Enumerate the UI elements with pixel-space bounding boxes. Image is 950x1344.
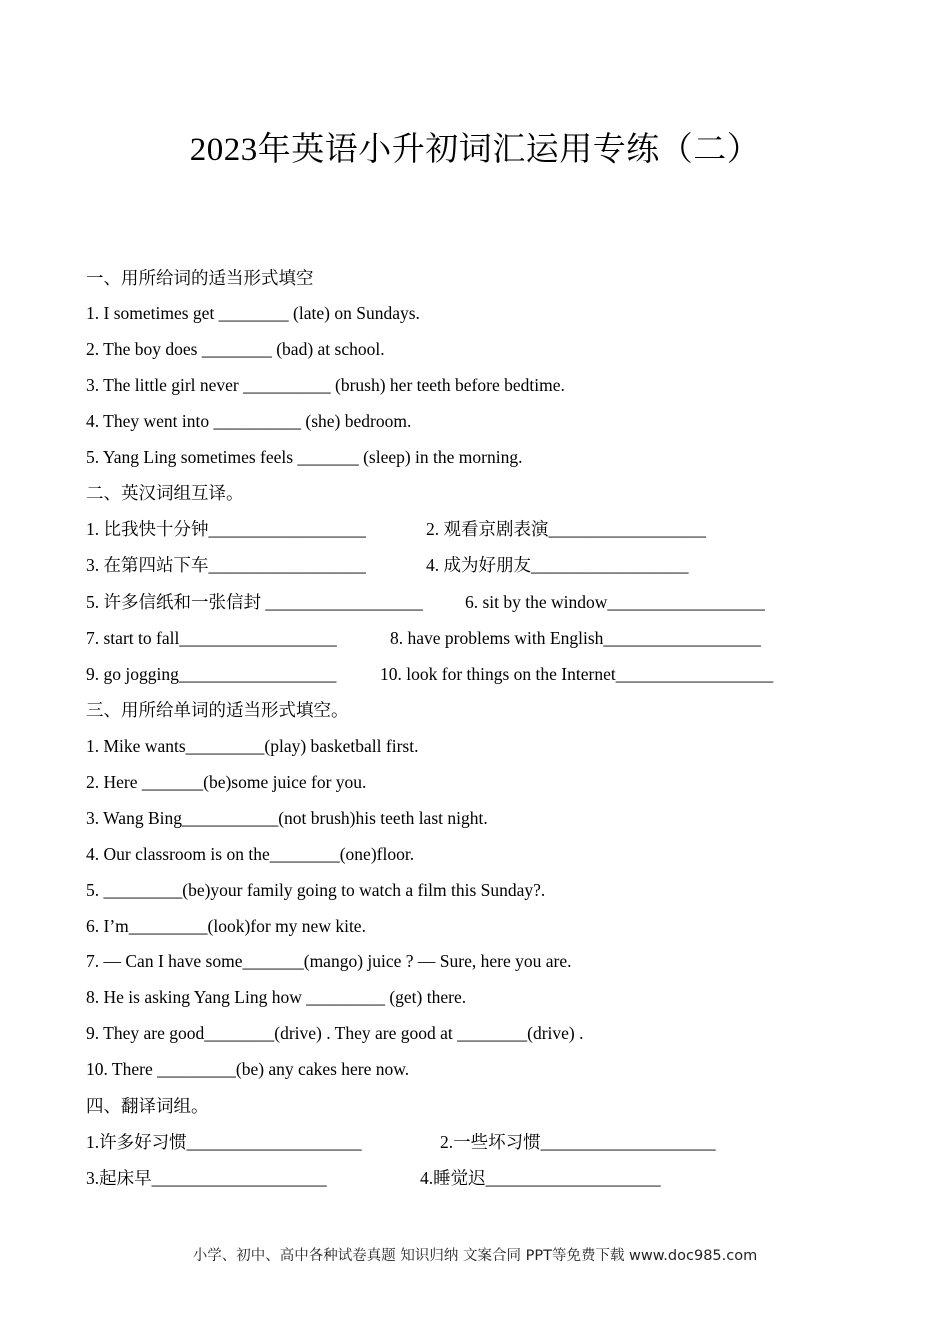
section-3-item-3: 3. Wang Bing___________(not brush)his teeth last night. — [86, 808, 488, 828]
section-1-item-4: 4. They went into __________ (she) bedroom. — [86, 411, 412, 431]
section-2-item-8: 8. have problems with English__________________ — [390, 628, 761, 648]
page-title: 2023年英语小升初词汇运用专练（二） — [189, 132, 761, 168]
section-3-item-2: 2. Here _______(be)some juice for you. — [86, 772, 367, 792]
section-1-item-3: 3. The little girl never __________ (brush) her teeth before bedtime. — [86, 375, 565, 395]
section-4-item-3: 3.起床早____________________ — [86, 1168, 327, 1188]
section-2-item-4: 4. 成为好朋友__________________ — [426, 555, 689, 575]
section-3-item-6: 6. I’m_________(look)for my new kite. — [86, 916, 366, 936]
section-3-heading: 三、用所给单词的适当形式填空。 — [86, 700, 349, 720]
section-2-item-3: 3. 在第四站下车__________________ — [86, 555, 366, 575]
footer-text: 小学、初中、高中各种试卷真题 知识归纳 文案合同 PPT等免费下载 www.doc985.com — [192, 1248, 758, 1264]
section-4-item-2: 2.一些坏习惯____________________ — [440, 1132, 716, 1152]
section-3-item-8: 8. He is asking Yang Ling how _________ (get) there. — [86, 987, 467, 1007]
section-2-heading: 二、英汉词组互译。 — [86, 483, 244, 503]
section-4-heading: 四、翻译词组。 — [86, 1096, 209, 1116]
section-3-item-4: 4. Our classroom is on the________(one)floor. — [86, 844, 415, 864]
section-2-item-2: 2. 观看京剧表演__________________ — [426, 519, 706, 539]
section-1-heading: 一、用所给词的适当形式填空 — [86, 268, 314, 288]
section-3-item-7: 7. — Can I have some_______(mango) juice ? — Sure, here you are. — [86, 951, 572, 971]
section-2-item-5: 5. 许多信纸和一张信封 __________________ — [86, 592, 423, 612]
section-3-item-1: 1. Mike wants_________(play) basketball first. — [86, 736, 419, 756]
section-2-item-9: 9. go jogging__________________ — [86, 664, 337, 684]
section-2-item-1: 1. 比我快十分钟__________________ — [86, 519, 366, 539]
section-3-item-9: 9. They are good________(drive) . They are good at ________(drive) . — [86, 1023, 584, 1043]
section-3-item-5: 5. _________(be)your family going to watch a film this Sunday?. — [86, 880, 546, 900]
section-2-item-7: 7. start to fall__________________ — [86, 628, 337, 648]
section-2-item-10: 10. look for things on the Internet__________________ — [380, 664, 774, 684]
section-1-item-2: 2. The boy does ________ (bad) at school. — [86, 339, 385, 359]
section-1-item-5: 5. Yang Ling sometimes feels _______ (sleep) in the morning. — [86, 447, 523, 467]
section-3-item-10: 10. There _________(be) any cakes here now. — [86, 1059, 410, 1079]
section-4-item-4: 4.睡觉迟____________________ — [420, 1168, 661, 1188]
section-1-item-1: 1. I sometimes get ________ (late) on Sundays. — [86, 303, 420, 323]
section-2-item-6: 6. sit by the window__________________ — [465, 592, 765, 612]
section-4-item-1: 1.许多好习惯____________________ — [86, 1132, 362, 1152]
